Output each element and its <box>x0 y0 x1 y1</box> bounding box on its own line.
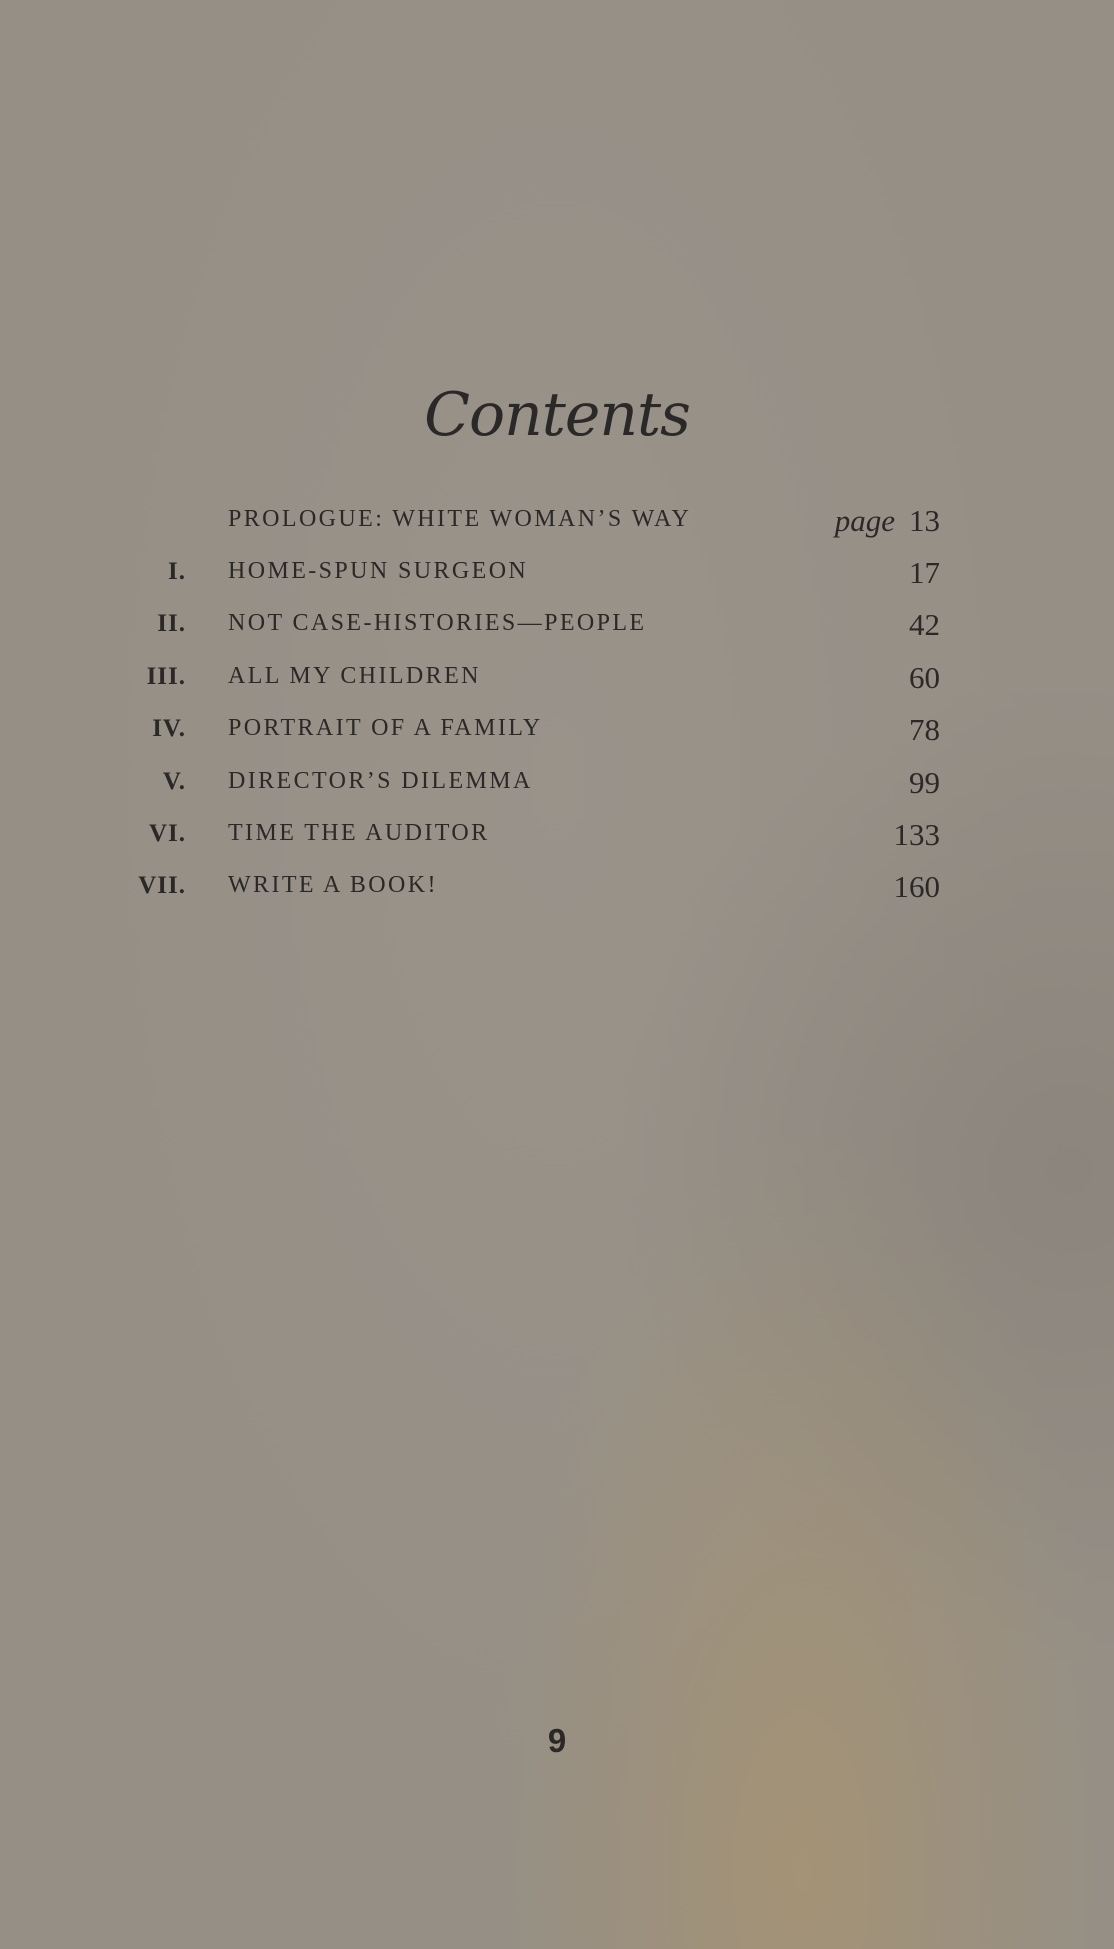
toc-entry-prologue <box>0 503 1114 556</box>
toc-title: NOT CASE-HISTORIES—PEOPLE <box>228 610 647 636</box>
page-number: 9 <box>547 1722 567 1759</box>
toc-page-ref <box>835 503 940 539</box>
toc-title: DIRECTOR’S DILEMMA <box>228 768 533 794</box>
toc-numeral: III. <box>146 663 186 690</box>
toc-entry-6 <box>0 817 1114 870</box>
toc-entry-4 <box>0 712 1114 765</box>
toc-title: ALL MY CHILDREN <box>228 663 481 689</box>
toc-numeral: VII. <box>138 872 186 899</box>
toc-page-number: 42 <box>909 607 940 642</box>
toc-numeral: II. <box>157 610 186 637</box>
toc-page-number: 13 <box>909 503 940 538</box>
toc-page-number: 78 <box>909 712 940 747</box>
toc-page-number: 160 <box>893 869 940 904</box>
toc-page-number: 99 <box>909 765 940 800</box>
toc-page-number: 133 <box>893 817 940 852</box>
toc-entry-1 <box>0 555 1114 608</box>
toc-numeral: V. <box>162 768 186 795</box>
toc-numeral: IV. <box>152 715 186 742</box>
contents-heading: Contents <box>424 380 690 450</box>
toc-entry-5 <box>0 765 1114 818</box>
page-label: page <box>834 503 895 538</box>
toc-page-number: 17 <box>909 555 940 590</box>
toc-title: HOME-SPUN SURGEON <box>228 558 529 584</box>
toc-title: PORTRAIT OF A FAMILY <box>228 715 543 741</box>
toc-numeral: I. <box>168 558 186 585</box>
toc-entry-2 <box>0 607 1114 660</box>
toc-numeral: VI. <box>148 820 186 847</box>
toc-title: TIME THE AUDITOR <box>228 820 490 846</box>
toc-entry-3 <box>0 660 1114 713</box>
toc-title: WRITE A BOOK! <box>228 872 438 898</box>
toc-entry-7 <box>0 869 1114 922</box>
toc-title: PROLOGUE: WHITE WOMAN’S WAY <box>228 506 692 532</box>
toc-page-number: 60 <box>909 660 940 695</box>
